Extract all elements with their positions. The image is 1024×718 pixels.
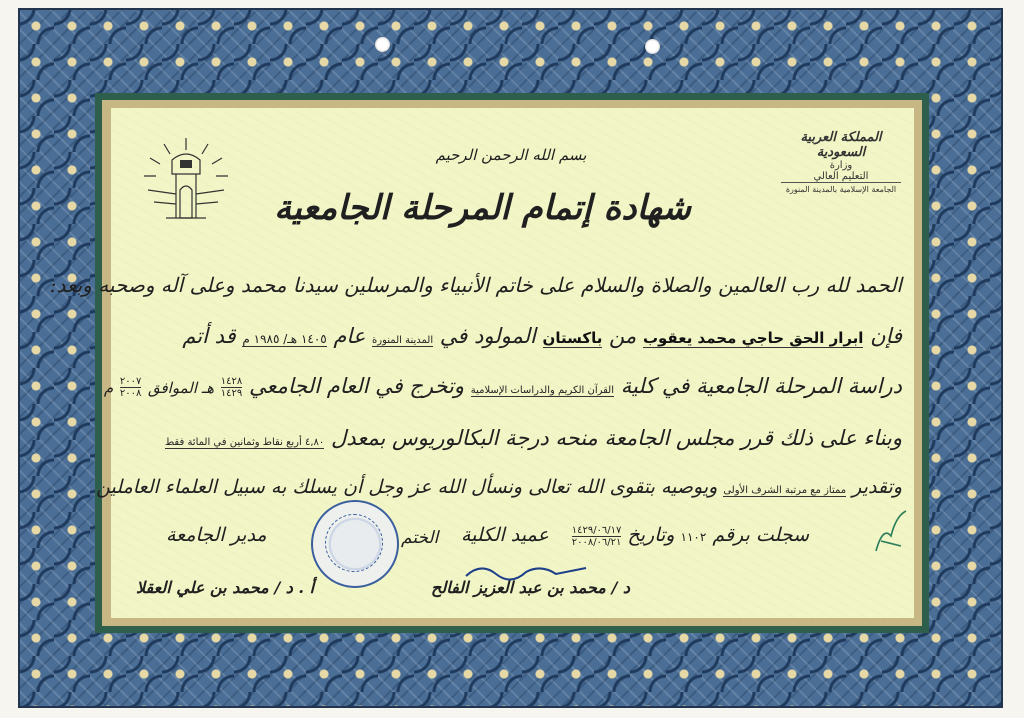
emblem-line: التعليم العالي — [813, 171, 869, 182]
emblem-line: الجامعة الإسلامية بالمدينة المنورة — [781, 182, 901, 194]
from-label: من — [609, 324, 637, 348]
student-country: باكستان — [542, 329, 603, 347]
birth-place: المدينة المنورة — [372, 335, 434, 346]
opening-line: الحمد لله رب العالمين والصلاة والسلام على خاتم الأنبياء والمرسلين سيدنا محمد وعلى آله وصحبه وبعد: — [49, 273, 902, 297]
registrar-signature — [871, 506, 911, 556]
birth-year: ١٤٠٥ هـ/ ١٩٨٥ م — [242, 332, 327, 346]
student-name: ابرار الحق حاجي محمد يعقوب — [642, 329, 864, 347]
emblem-line: وزارة — [829, 160, 853, 171]
university-emblem-icon — [136, 130, 236, 230]
degree-prefix: وبناء على ذلك قرر مجلس الجامعة منحه درجة البكالوريوس بمعدل — [330, 426, 902, 450]
grade-prefix: وتقدير — [852, 476, 902, 498]
registration-number: ١١٠٢ — [680, 530, 707, 544]
degree-line — [165, 426, 902, 450]
grade-line — [96, 476, 902, 498]
study-line — [104, 374, 902, 399]
student-line — [182, 324, 902, 348]
study-prefix: دراسة المرحلة الجامعية في كلية — [620, 374, 902, 398]
certificate-title: شهادة إتمام المرحلة الجامعية — [274, 188, 691, 228]
emblem-line: المملكة العربية السعودية — [800, 130, 882, 160]
graduated-label: وتخرج في العام الجامعي — [248, 374, 465, 398]
president-label: مدير الجامعة — [166, 524, 267, 546]
seal-label: الختم — [401, 528, 439, 548]
university-seal — [311, 500, 399, 588]
hijri-year-bottom: ١٤٢٩ — [220, 388, 243, 399]
hijri-corresponding-label: هـ الموافق — [148, 379, 215, 397]
basmala: بسم الله الرحمن الرحيم — [435, 146, 587, 164]
that-label: فإن — [870, 324, 902, 348]
punch-hole-right — [645, 39, 660, 54]
faculty-name: القرآن الكريم والدراسات الإسلامية — [470, 385, 615, 396]
completed-label: قد أتم — [182, 324, 236, 348]
greg-year-top: ٢٠٠٧ — [119, 376, 142, 387]
grade-value: ممتاز مع مرتبة الشرف الأولى — [723, 485, 847, 496]
greg-year-bottom: ٢٠٠٨ — [119, 388, 142, 399]
registered-label: سجلت برقم — [712, 524, 809, 546]
dean-name: د / محمد بن عبد العزيز الفالح — [431, 578, 630, 597]
date-label: وتاريخ — [627, 524, 675, 546]
certificate-paper — [49, 108, 914, 618]
punch-hole-left — [375, 37, 390, 52]
born-label: المولود في — [439, 324, 536, 348]
dean-label: عميد الكلية — [461, 524, 549, 546]
gpa-value: ٤,٨٠ أربع نقاط وثمانين في المائة فقط — [164, 437, 325, 448]
m-label: م — [103, 379, 114, 397]
date-hijri: ١٤٢٩/٠٦/١٧ — [571, 524, 622, 536]
recommendation-text: ويوصيه بتقوى الله تعالى ونسأل الله عز وجل أن يسلك به سبيل العلماء العاملين — [96, 476, 718, 498]
hijri-year-top: ١٤٢٨ — [220, 376, 243, 387]
ministry-emblem — [781, 130, 901, 200]
date-gregorian: ٢٠٠٨/٠٦/٢١ — [571, 536, 622, 548]
registration-line — [572, 524, 809, 548]
president-name: أ . د / محمد بن علي العقلا — [136, 578, 315, 597]
year-label: عام — [333, 324, 366, 348]
